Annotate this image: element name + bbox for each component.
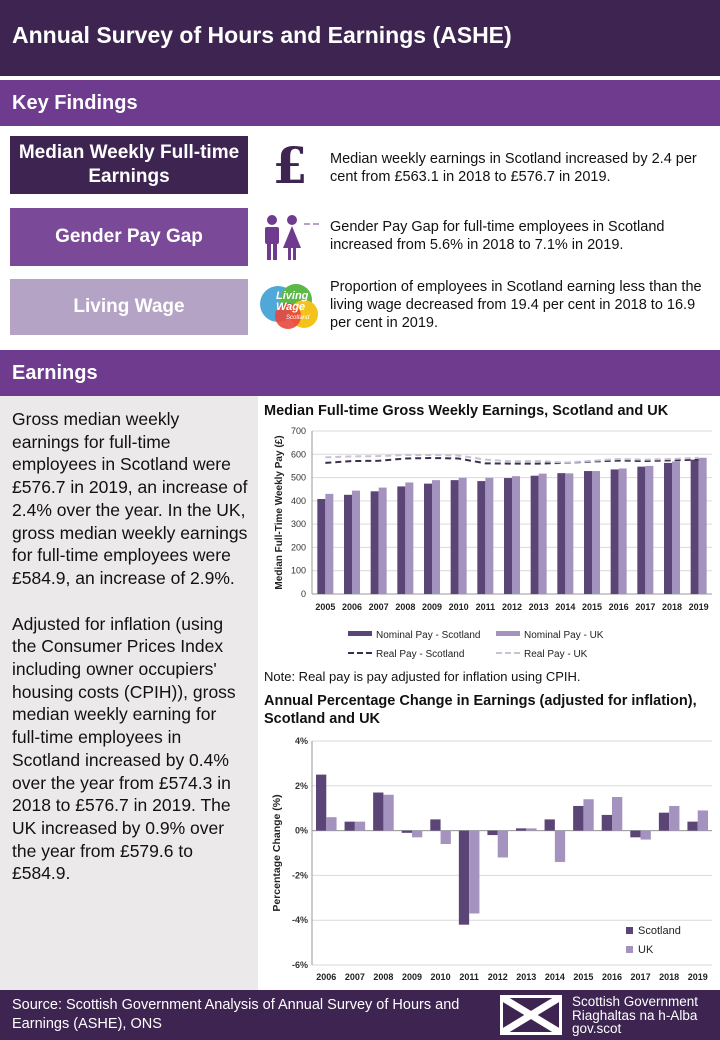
chart1-ytick-label: 400 <box>290 495 306 506</box>
living-wage-logo <box>258 278 322 334</box>
chart1-bar-scotland <box>371 491 379 594</box>
chart2-bar-uk <box>612 797 622 831</box>
living-wage-logo-line1: Living <box>276 290 309 302</box>
chart1-bar-uk <box>565 473 573 594</box>
chart1-bar-scotland <box>664 463 672 594</box>
chart2-xtick-label: 2009 <box>401 972 423 982</box>
chart2-bar-scotland <box>687 822 697 831</box>
chart2-bar-uk <box>441 831 451 844</box>
chart2-bar-uk <box>698 810 708 830</box>
key-findings-section <box>0 126 720 350</box>
chart1-xtick-label: 2016 <box>608 602 629 612</box>
chart1-bar-scotland <box>531 476 539 594</box>
chart1-xtick-label: 2007 <box>368 602 389 612</box>
chart1-bar-scotland <box>344 495 352 594</box>
chart2-bar-scotland <box>459 831 469 925</box>
chart1-bar-uk <box>672 462 680 594</box>
chart1-legend-swatch <box>496 631 520 636</box>
real-pay-note: Note: Real pay is pay adjusted for inflation using CPIH. <box>264 669 581 684</box>
chart2-bar-scotland <box>316 775 326 831</box>
earnings-paragraph-real: Adjusted for inflation (using the Consumer Prices Index including owner occupiers' housing costs (CPIH)), gross median weekly earning for full-time employees in Scotland increased by 0.4% over the year from £574.3 in 2018 to £576.7 in 2019. The UK increased by 0.9% over the year from £579.6 to £584.9. <box>12 613 236 884</box>
scottish-government-logo <box>500 994 715 1036</box>
chart2-bar-scotland <box>659 813 669 831</box>
gov-logo-text <box>572 995 698 1036</box>
chart1-bar-uk <box>619 468 627 594</box>
chart2-bar-uk <box>641 831 651 840</box>
chart1-bar-uk <box>539 474 547 594</box>
gender-pay-gap-text: Gender Pay Gap for full-time employees in Scotland increased from 5.6% in 2018 to 7.1% in 2019. <box>330 219 665 253</box>
chart2-legend-label: UK <box>638 944 654 956</box>
chart1-xtick-label: 2008 <box>395 602 416 612</box>
chart2-bar-uk <box>669 806 679 831</box>
chart2-xtick-label: 2008 <box>373 972 394 982</box>
chart1-xtick-label: 2011 <box>475 602 496 612</box>
chart1-bar-scotland <box>691 460 699 594</box>
chart2-xtick-label: 2006 <box>316 972 337 982</box>
chart1-y-axis-label: Median Full-Time Weekly Pay (£) <box>274 435 285 590</box>
chart2-bar-scotland <box>345 822 355 831</box>
chart2-bar-uk <box>498 831 508 858</box>
page-title: Annual Survey of Hours and Earnings (ASHE) <box>0 0 720 76</box>
key-findings-heading: Key Findings <box>0 80 720 126</box>
chart2-ytick-label: -2% <box>291 870 308 881</box>
gov-logo-line3: gov.scot <box>572 1021 622 1036</box>
chart1-ytick-label: 0 <box>300 589 306 599</box>
chart1-legend-label: Nominal Pay - UK <box>524 630 604 641</box>
percentage-change-chart <box>260 732 720 990</box>
chart1-bar-scotland <box>584 471 592 594</box>
chart1-legend-label: Nominal Pay - Scotland <box>376 630 481 641</box>
chart1-ytick-label: 500 <box>290 472 306 483</box>
chart2-xtick-label: 2018 <box>659 972 680 982</box>
chart1-bar-scotland <box>424 484 432 594</box>
chart2-xtick-label: 2011 <box>459 972 479 982</box>
pound-icon <box>258 138 322 194</box>
chart1-xtick-label: 2010 <box>448 602 469 612</box>
chart1-ytick-label: 200 <box>290 542 306 553</box>
chart1-bar-uk <box>379 488 387 594</box>
chart1-bar-scotland <box>504 478 512 594</box>
chart2-bar-scotland <box>516 828 526 830</box>
chart2-bar-scotland <box>402 831 412 833</box>
footer-source: Source: Scottish Government Analysis of Annual Survey of Hours and Earnings (ASHE), ONS <box>12 997 460 1032</box>
chart2-ytick-label: 4% <box>294 736 308 746</box>
chart1-legend-swatch <box>348 631 372 636</box>
median-earnings-text: Median weekly earnings in Scotland increased by 2.4 per cent from £563.1 in 2018 to £576.7 in 2019. <box>330 151 697 185</box>
chart2-xtick-label: 2014 <box>544 972 565 982</box>
chart1-bar-uk <box>645 466 653 594</box>
chart1-xtick-label: 2015 <box>581 602 603 612</box>
chart2-bar-uk <box>583 799 593 830</box>
chart1-bar-uk <box>459 478 467 594</box>
chart1-ytick-label: 700 <box>290 426 306 436</box>
chart2-xtick-label: 2015 <box>573 972 594 982</box>
gender-icon-svg <box>258 210 322 266</box>
chart2-legend-swatch <box>626 946 633 953</box>
gov-logo-line1: Scottish Government <box>572 994 699 1009</box>
chart2-bar-uk <box>555 831 565 862</box>
chart1-bar-uk <box>512 476 520 594</box>
chart2-y-axis-label: Percentage Change (%) <box>271 794 283 912</box>
chart2-xtick-label: 2012 <box>487 972 508 982</box>
chart1-xtick-label: 2014 <box>555 602 576 612</box>
chart2-xtick-label: 2010 <box>430 972 451 982</box>
chart2-bar-scotland <box>545 819 555 830</box>
weekly-earnings-chart <box>260 420 720 685</box>
living-wage-label: Living Wage <box>10 279 248 335</box>
chart2-bar-uk <box>355 822 365 831</box>
chart2-bar-uk <box>383 795 393 831</box>
chart2-bar-scotland <box>487 831 497 835</box>
chart1-bar-scotland <box>397 486 405 594</box>
gender-icon <box>258 210 322 266</box>
chart2-bar-uk <box>412 831 422 838</box>
chart1-bar-scotland <box>611 469 619 594</box>
chart1-bar-scotland <box>317 499 325 594</box>
chart1-bar-scotland <box>637 467 645 594</box>
chart2-bar-uk <box>526 828 536 830</box>
chart2-ytick-label: 2% <box>294 780 308 791</box>
chart2-xtick-label: 2013 <box>516 972 537 982</box>
footer <box>0 990 720 1040</box>
chart2-bar-scotland <box>430 819 440 830</box>
chart1-bar-uk <box>325 494 333 594</box>
chart1-ytick-label: 100 <box>290 565 306 576</box>
chart1-xtick-label: 2018 <box>661 602 683 612</box>
chart2-ytick-label: -4% <box>291 915 308 926</box>
chart1-ytick-label: 300 <box>290 519 306 530</box>
pound-glyph: £ <box>272 136 308 195</box>
chart1-line-real-scotland <box>325 458 698 464</box>
chart1-bar-uk <box>485 478 493 594</box>
chart1-bar-scotland <box>451 480 459 594</box>
chart2-bar-uk <box>469 831 479 914</box>
chart2-ytick-label: -6% <box>291 960 308 970</box>
chart1-bar-uk <box>432 480 440 594</box>
living-wage-logo-svg <box>258 278 322 334</box>
chart1-bar-uk <box>592 471 600 594</box>
chart1-xtick-label: 2005 <box>315 602 336 612</box>
chart2-bar-scotland <box>602 815 612 831</box>
chart1-legend-label: Real Pay - Scotland <box>376 649 465 660</box>
chart1-xtick-label: 2019 <box>688 602 709 612</box>
gov-logo-line2: Riaghaltas na h-Alba <box>572 1007 698 1023</box>
chart1-bar-scotland <box>477 481 485 594</box>
chart2-bar-scotland <box>573 806 583 831</box>
chart2-xtick-label: 2007 <box>344 972 365 982</box>
chart2-legend-label: Scotland <box>638 925 681 937</box>
chart2-title: Annual Percentage Change in Earnings (adjusted for inflation), Scotland and UK <box>264 693 697 727</box>
chart1-xtick-label: 2017 <box>635 602 656 612</box>
chart1-xtick-label: 2013 <box>528 602 549 612</box>
chart1-xtick-label: 2006 <box>341 602 363 612</box>
chart1-title: Median Full-time Gross Weekly Earnings, Scotland and UK <box>264 403 669 419</box>
earnings-paragraph-nominal: Gross median weekly earnings for full-time employees in Scotland were £576.7 in 2019, an increase of 2.4% over the year. In the UK, gross median weekly earnings for full-time employees were £584.9, an increase of 2.9%. <box>12 409 248 588</box>
living-wage-text: Proportion of employees in Scotland earning less than the living wage decreased from 19.4 per cent in 2018 to 16.9 per cent in 2019. <box>330 279 702 331</box>
chart2-xtick-label: 2016 <box>601 972 623 982</box>
chart1-bar-scotland <box>557 473 565 594</box>
chart1-legend-label: Real Pay - UK <box>524 649 588 660</box>
chart1-bar-uk <box>699 458 707 594</box>
chart1-bar-uk <box>352 491 360 594</box>
chart1-bar-uk <box>405 482 413 594</box>
gender-pay-gap-label: Gender Pay Gap <box>10 208 248 266</box>
chart1-ytick-label: 600 <box>290 449 306 460</box>
living-wage-logo-line2: Wage <box>276 301 306 313</box>
chart2-ytick-label: 0% <box>294 825 308 836</box>
chart1-xtick-label: 2009 <box>421 602 443 612</box>
chart1-xtick-label: 2012 <box>501 602 523 612</box>
chart2-xtick-label: 2017 <box>630 972 651 982</box>
earnings-heading: Earnings <box>0 350 720 396</box>
saltire-flag-icon <box>500 995 562 1035</box>
earnings-summary-panel <box>0 396 258 990</box>
chart2-bar-uk <box>326 817 336 830</box>
living-wage-logo-line3: Scotland <box>286 315 310 321</box>
median-earnings-label: Median Weekly Full-time Earnings <box>10 136 248 194</box>
chart2-xtick-label: 2019 <box>687 972 708 982</box>
chart2-legend-swatch <box>626 927 633 934</box>
chart2-bar-scotland <box>630 831 640 838</box>
chart2-bar-scotland <box>373 793 383 831</box>
